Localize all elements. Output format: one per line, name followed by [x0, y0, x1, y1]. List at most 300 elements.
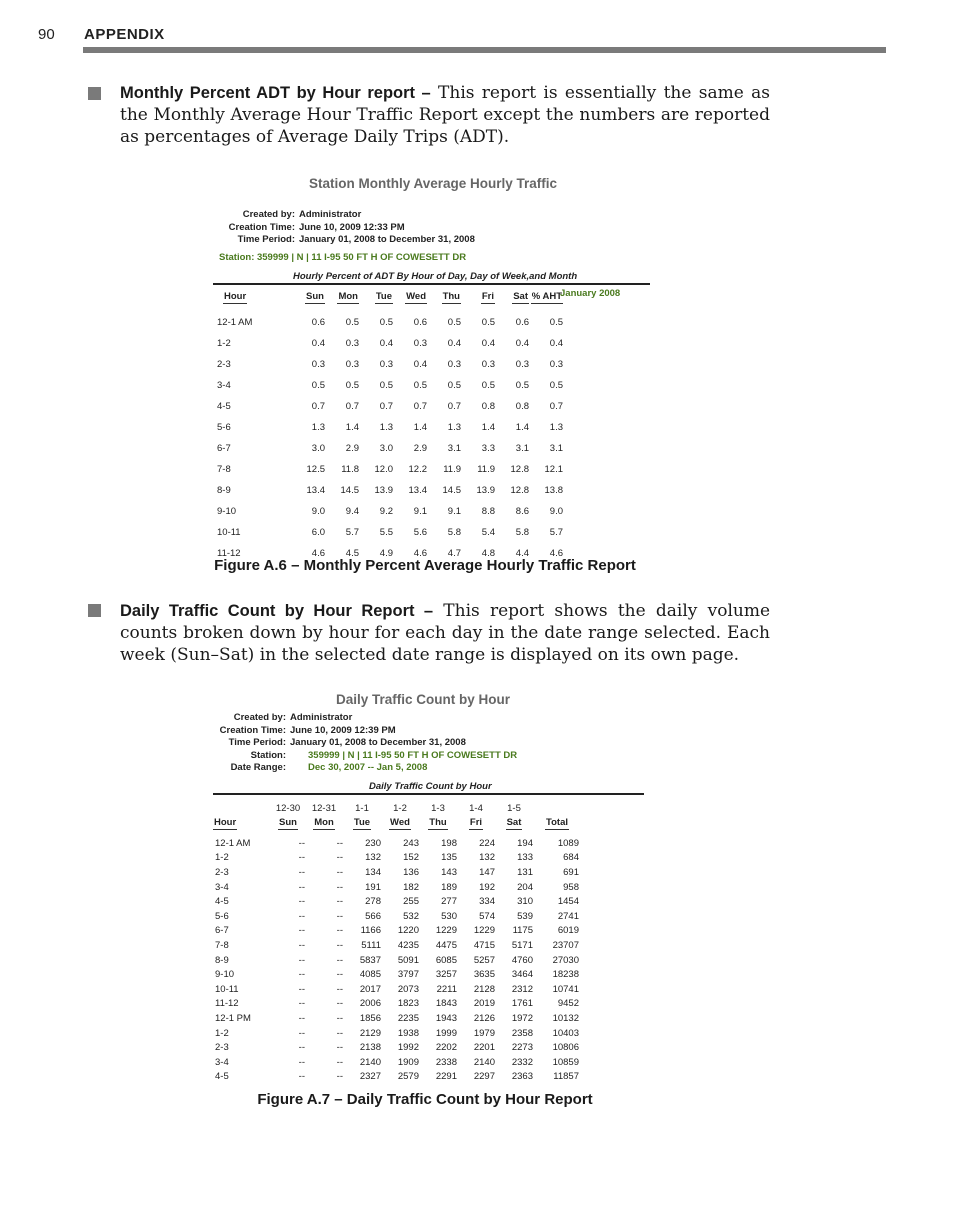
- page-header: [38, 26, 165, 43]
- table-cell: 1.3: [379, 422, 393, 433]
- table-cell: --: [336, 939, 343, 951]
- table-cell: 2128: [473, 983, 495, 995]
- table-cell: 11857: [553, 1071, 579, 1083]
- section1-paragraph: [120, 82, 770, 148]
- table-cell: 198: [441, 837, 457, 849]
- meta-label: Date Range:: [230, 762, 286, 773]
- table-cell: 10859: [552, 1056, 579, 1068]
- table-cell: 2291: [435, 1071, 457, 1083]
- figure1-station: Station: 359999 | N | 11 I-95 50 FT H OF COWESETT DR: [219, 252, 467, 263]
- meta-value: Administrator: [299, 209, 362, 220]
- table-cell: 5-6: [215, 910, 229, 922]
- meta-label: Station:: [250, 749, 286, 761]
- column-header: [271, 815, 305, 831]
- meta-label: Creation Time:: [228, 221, 295, 233]
- table-cell: --: [336, 1012, 343, 1024]
- table-cell: 4.6: [311, 548, 325, 559]
- table-cell: 3257: [435, 969, 457, 981]
- table-cell: 243: [403, 837, 419, 849]
- table-cell: 8-9: [217, 485, 231, 496]
- table-cell: 9452: [557, 998, 579, 1010]
- date-header: 1-4: [469, 802, 483, 814]
- table-cell: 3.3: [481, 443, 495, 454]
- column-header: [529, 288, 563, 306]
- table-cell: 0.4: [379, 338, 393, 349]
- table-cell: 3.1: [549, 443, 563, 454]
- table-cell: 1-2: [215, 852, 229, 864]
- table-cell: 4.7: [447, 548, 461, 559]
- table-cell: 0.5: [379, 380, 393, 391]
- table-cell: 574: [479, 910, 495, 922]
- table-cell: 3.0: [311, 443, 325, 454]
- table-cell: 334: [479, 896, 495, 908]
- table-cell: --: [298, 1071, 305, 1083]
- column-header-label: Sun: [306, 290, 324, 302]
- table-cell: 12.2: [408, 464, 427, 475]
- table-cell: 278: [365, 896, 381, 908]
- table-cell: 13.9: [374, 485, 393, 496]
- table-cell: 2338: [435, 1056, 457, 1068]
- table-cell: 4085: [359, 969, 381, 981]
- table-cell: 2312: [511, 983, 533, 995]
- column-header: [393, 288, 427, 306]
- table-cell: 12.5: [306, 464, 325, 475]
- table-cell: 0.4: [311, 338, 325, 349]
- table-cell: --: [336, 837, 343, 849]
- table-cell: --: [298, 925, 305, 937]
- table-cell: 255: [403, 896, 419, 908]
- table-cell: 1972: [511, 1012, 533, 1024]
- column-header-label: Tue: [375, 290, 392, 302]
- table-cell: 532: [403, 910, 419, 922]
- column-header-label: Hour: [224, 290, 247, 302]
- table-cell: 4.8: [481, 548, 495, 559]
- column-header-label: Total: [546, 816, 568, 828]
- table-cell: 23707: [552, 939, 579, 951]
- table-row: [213, 982, 581, 997]
- meta-value: January 01, 2008 to December 31, 2008: [290, 737, 466, 748]
- table-cell: 1.3: [549, 422, 563, 433]
- table-row: [213, 865, 581, 880]
- table-cell: 13.8: [544, 485, 563, 496]
- table-cell: 9-10: [217, 506, 237, 517]
- table-cell: 0.5: [481, 317, 495, 328]
- table-cell: 0.5: [549, 380, 563, 391]
- table-cell: 10-11: [215, 983, 239, 995]
- table-row: [213, 480, 563, 501]
- table-cell: 9.4: [345, 506, 359, 517]
- section2-paragraph: [120, 600, 770, 666]
- figure1-rule: [213, 283, 650, 285]
- column-header: [325, 288, 359, 306]
- table-cell: 152: [403, 852, 419, 864]
- table-cell: 5.5: [379, 527, 393, 538]
- table-cell: 0.7: [447, 401, 461, 412]
- meta-value: June 10, 2009 12:39 PM: [290, 724, 396, 736]
- table-cell: 1.4: [413, 422, 427, 433]
- table-cell: --: [298, 983, 305, 995]
- table-row: [213, 354, 563, 375]
- table-cell: --: [336, 969, 343, 981]
- table-cell: 0.4: [481, 338, 495, 349]
- table-row: [213, 1040, 581, 1055]
- table-cell: --: [298, 1012, 305, 1024]
- section-title: APPENDIX: [84, 26, 165, 43]
- table-cell: 9-10: [215, 969, 235, 981]
- table-cell: 6-7: [215, 925, 229, 937]
- table-cell: 2358: [511, 1027, 533, 1039]
- table-cell: 9.1: [413, 506, 427, 517]
- table-cell: 2073: [397, 983, 419, 995]
- meta-label: Created by:: [233, 712, 286, 723]
- table-row: [213, 1026, 581, 1041]
- table-cell: --: [336, 925, 343, 937]
- table-cell: 2273: [511, 1042, 533, 1054]
- bullet-square-icon: [88, 87, 101, 100]
- table-cell: --: [336, 1042, 343, 1054]
- figure2-caption-text: Figure A.7 – Daily Traffic Count by Hour Report: [257, 1091, 593, 1108]
- table-cell: --: [336, 954, 343, 966]
- table-cell: 2211: [436, 983, 457, 995]
- meta-label: Created by:: [242, 209, 295, 220]
- meta-label: Creation Time:: [219, 724, 286, 736]
- figure2-rule: [213, 793, 644, 795]
- section2-lead: Daily Traffic Count by Hour Report –: [120, 602, 434, 620]
- table-cell: 3-4: [217, 380, 231, 391]
- figure2-meta-row: [213, 712, 517, 725]
- table-row: [213, 967, 581, 982]
- table-cell: 0.5: [345, 380, 359, 391]
- column-header: [533, 815, 581, 831]
- column-header-label: Mon: [314, 816, 334, 828]
- table-cell: 191: [365, 881, 381, 893]
- table-cell: 539: [517, 910, 533, 922]
- bullet-square-icon: [88, 604, 101, 617]
- table-cell: 12-1 PM: [215, 1012, 251, 1024]
- section1-lead: Monthly Percent ADT by Hour report –: [120, 84, 431, 102]
- column-header: [461, 288, 495, 306]
- table-cell: 1979: [473, 1027, 495, 1039]
- table-cell: 10741: [552, 983, 579, 995]
- table-row: [213, 1055, 581, 1070]
- table-cell: 0.5: [447, 317, 461, 328]
- figure1-meta-row: [213, 222, 475, 235]
- table-cell: 4-5: [217, 401, 231, 412]
- table-cell: 6019: [557, 925, 579, 937]
- table-cell: 5-6: [217, 422, 231, 433]
- table-cell: 1166: [360, 925, 381, 937]
- table-cell: 5.8: [515, 527, 529, 538]
- table-cell: 3.1: [447, 443, 461, 454]
- table-cell: 0.4: [515, 338, 529, 349]
- table-cell: 192: [479, 881, 495, 893]
- column-header-label: Wed: [390, 816, 410, 828]
- table-cell: 9.0: [311, 506, 325, 517]
- table-cell: 5.7: [549, 527, 563, 538]
- table-cell: 5837: [359, 954, 381, 966]
- figure1-subtitle: Hourly Percent of ADT By Hour of Day, Day of Week,and Month: [293, 271, 578, 282]
- table-cell: 1.4: [481, 422, 495, 433]
- date-header: 1-2: [393, 802, 407, 814]
- table-cell: 1856: [359, 1012, 381, 1024]
- table-cell: 1.3: [447, 422, 461, 433]
- table-cell: 0.7: [379, 401, 393, 412]
- column-header-label: Thu: [429, 816, 447, 828]
- table-cell: 2.9: [413, 443, 427, 454]
- table-cell: --: [298, 866, 305, 878]
- date-header-row: [213, 801, 581, 815]
- table-cell: 4-5: [215, 896, 229, 908]
- table-cell: 6085: [435, 954, 457, 966]
- table-cell: 189: [441, 881, 457, 893]
- column-header: [381, 815, 419, 831]
- table-cell: 4.9: [379, 548, 393, 559]
- table-cell: 10-11: [217, 527, 241, 538]
- column-header-label: Mon: [338, 290, 358, 302]
- table-cell: 10806: [552, 1042, 579, 1054]
- table-cell: --: [298, 881, 305, 893]
- table-cell: 2201: [473, 1042, 495, 1054]
- table-cell: 0.5: [379, 317, 393, 328]
- table-cell: 277: [441, 896, 457, 908]
- table-cell: 9.1: [447, 506, 461, 517]
- table-cell: --: [336, 896, 343, 908]
- table-cell: --: [298, 896, 305, 908]
- table-row: [213, 375, 563, 396]
- table-cell: 1761: [511, 998, 533, 1010]
- table-row: [213, 880, 581, 895]
- column-header-label: Wed: [406, 290, 426, 302]
- table-cell: 0.6: [515, 317, 529, 328]
- table-cell: 3797: [397, 969, 419, 981]
- table-cell: 12.8: [510, 485, 529, 496]
- table-cell: 0.5: [413, 380, 427, 391]
- table-cell: 5171: [511, 939, 533, 951]
- table-cell: --: [298, 837, 305, 849]
- table-cell: 7-8: [215, 939, 229, 951]
- table-cell: 2.9: [345, 443, 359, 454]
- table-cell: 0.3: [345, 359, 359, 370]
- table-cell: 0.7: [345, 401, 359, 412]
- table-cell: 12-1 AM: [217, 317, 253, 328]
- table-cell: 224: [479, 837, 495, 849]
- table-cell: 11-12: [215, 998, 239, 1010]
- table-cell: 1943: [435, 1012, 457, 1024]
- table-cell: 5257: [473, 954, 495, 966]
- table-cell: 182: [403, 881, 419, 893]
- column-header-label: Sat: [506, 816, 522, 828]
- table-cell: 0.7: [311, 401, 325, 412]
- table-cell: 1992: [397, 1042, 419, 1054]
- date-header: 1-5: [507, 802, 521, 814]
- column-header: [457, 815, 495, 831]
- table-row: [213, 396, 563, 417]
- header-rule: [83, 47, 886, 53]
- column-header: [419, 815, 457, 831]
- table-cell: 134: [365, 866, 381, 878]
- table-cell: --: [336, 866, 343, 878]
- table-cell: 4760: [511, 954, 533, 966]
- table-cell: --: [336, 910, 343, 922]
- column-header-label: Sat: [513, 290, 528, 302]
- table-cell: 2017: [359, 983, 381, 995]
- meta-value: Dec 30, 2007 -- Jan 5, 2008: [308, 762, 428, 773]
- table-cell: 2126: [473, 1012, 495, 1024]
- date-header: [213, 801, 271, 815]
- table-cell: 5111: [361, 939, 381, 951]
- figure1-meta-row: [213, 234, 475, 247]
- figure2-title: Daily Traffic Count by Hour: [335, 692, 511, 707]
- table-cell: 8.8: [481, 506, 495, 517]
- table-cell: 1823: [397, 998, 419, 1010]
- table-cell: 11.8: [341, 464, 359, 475]
- table-cell: 4475: [435, 939, 457, 951]
- table-cell: 133: [517, 852, 533, 864]
- column-header-label: Tue: [353, 816, 371, 828]
- figure2-meta-row: [213, 750, 517, 763]
- figure1-month: January 2008: [560, 288, 621, 299]
- table-cell: 5.8: [447, 527, 461, 538]
- table-cell: 4.6: [549, 548, 563, 559]
- table-cell: 143: [441, 866, 457, 878]
- table-cell: --: [336, 983, 343, 995]
- table-cell: 131: [517, 866, 533, 878]
- table-cell: 6.0: [311, 527, 325, 538]
- meta-value: June 10, 2009 12:33 PM: [299, 221, 405, 233]
- table-cell: 194: [517, 837, 533, 849]
- table-cell: 136: [403, 866, 419, 878]
- table-cell: 3-4: [215, 1056, 229, 1068]
- table-cell: 132: [365, 852, 381, 864]
- table-cell: --: [298, 852, 305, 864]
- table-cell: 684: [563, 852, 579, 864]
- table-row: [213, 1011, 581, 1026]
- section1-text: This report is essentially the same as the Monthly Average Hour Traffic Report except the numbers are reported as percentages of Average Daily Trips (ADT).: [120, 83, 770, 147]
- table-cell: 566: [365, 910, 381, 922]
- table-cell: 0.5: [311, 380, 325, 391]
- table-cell: 0.6: [413, 317, 427, 328]
- table-cell: 0.3: [311, 359, 325, 370]
- table-cell: 0.8: [515, 401, 529, 412]
- table-row: [213, 501, 563, 522]
- table-cell: 4-5: [215, 1071, 229, 1083]
- table-cell: 0.5: [549, 317, 563, 328]
- figure2-table: [213, 801, 581, 1084]
- date-header: 12-31: [311, 802, 337, 814]
- table-cell: 7-8: [217, 464, 231, 475]
- column-header: [213, 815, 271, 831]
- table-row: [213, 938, 581, 953]
- table-cell: 0.7: [549, 401, 563, 412]
- date-header: 1-1: [355, 802, 369, 814]
- table-cell: 0.4: [549, 338, 563, 349]
- table-cell: 310: [517, 896, 533, 908]
- table-cell: --: [298, 1042, 305, 1054]
- meta-label: Time Period:: [228, 737, 286, 748]
- meta-value: 359999 | N | 11 I-95 50 FT H OF COWESETT DR: [308, 749, 518, 761]
- table-cell: 2-3: [215, 866, 229, 878]
- table-row: [213, 909, 581, 924]
- table-cell: 132: [479, 852, 495, 864]
- table-cell: 4715: [473, 939, 495, 951]
- table-cell: 147: [479, 866, 495, 878]
- table-cell: 0.4: [413, 359, 427, 370]
- table-cell: 0.3: [413, 338, 427, 349]
- date-header: 12-30: [275, 802, 301, 814]
- table-cell: 2741: [557, 910, 579, 922]
- table-cell: 0.3: [481, 359, 495, 370]
- column-header: [213, 288, 291, 306]
- meta-value: January 01, 2008 to December 31, 2008: [299, 234, 475, 245]
- figure2-meta-row: [213, 762, 517, 775]
- figure2-meta-row: [213, 725, 517, 738]
- table-cell: 13.4: [306, 485, 325, 496]
- figure1-title: Station Monthly Average Hourly Traffic: [308, 176, 558, 191]
- date-header: [533, 801, 581, 815]
- table-cell: 0.8: [481, 401, 495, 412]
- figure1-meta-row: [213, 209, 475, 222]
- table-cell: 2297: [473, 1071, 495, 1083]
- table-row: [213, 1070, 581, 1085]
- table-cell: 5091: [397, 954, 419, 966]
- table-cell: 691: [563, 866, 579, 878]
- table-cell: 4.4: [515, 548, 529, 559]
- table-cell: 2579: [397, 1071, 419, 1083]
- table-cell: 0.3: [379, 359, 393, 370]
- table-cell: --: [336, 998, 343, 1010]
- figure2-meta: [213, 712, 517, 775]
- table-cell: 3.0: [379, 443, 393, 454]
- table-cell: 13.9: [476, 485, 495, 496]
- table-cell: 8-9: [215, 954, 229, 966]
- column-header: [343, 815, 381, 831]
- table-row: [213, 953, 581, 968]
- table-cell: 0.5: [447, 380, 461, 391]
- table-cell: --: [298, 954, 305, 966]
- section2-text: This report shows the daily volume counts broken down by hour for each day in the date range selected. Each week (Sun–Sat) in the selected date range is displayed on its own page.: [120, 601, 771, 665]
- table-cell: 0.4: [447, 338, 461, 349]
- table-cell: 13.4: [408, 485, 427, 496]
- table-cell: 11.9: [477, 464, 495, 475]
- figure2-caption: [0, 1091, 850, 1108]
- table-row: [213, 438, 563, 459]
- table-row: [213, 417, 563, 438]
- date-header: 1-3: [431, 802, 445, 814]
- table-cell: 1.4: [515, 422, 529, 433]
- table-cell: 14.5: [340, 485, 359, 496]
- table-cell: 2140: [359, 1056, 381, 1068]
- column-header-label: Fri: [469, 816, 483, 828]
- table-cell: 5.4: [481, 527, 495, 538]
- column-header: [291, 288, 325, 306]
- table-row: [213, 851, 581, 866]
- table-cell: 2363: [511, 1071, 533, 1083]
- table-cell: 0.3: [345, 338, 359, 349]
- table-cell: 1089: [557, 837, 579, 849]
- table-cell: 1909: [397, 1056, 419, 1068]
- table-header-row: [213, 288, 563, 306]
- figure1-caption: [0, 557, 850, 574]
- table-cell: 3-4: [215, 881, 229, 893]
- table-cell: --: [298, 939, 305, 951]
- column-header: [495, 815, 533, 831]
- table-cell: 1454: [557, 896, 579, 908]
- table-cell: 9.0: [549, 506, 563, 517]
- table-cell: 1-2: [217, 338, 231, 349]
- table-cell: --: [336, 1027, 343, 1039]
- table-cell: 4.6: [413, 548, 427, 559]
- column-header-label: % AHT: [531, 290, 562, 302]
